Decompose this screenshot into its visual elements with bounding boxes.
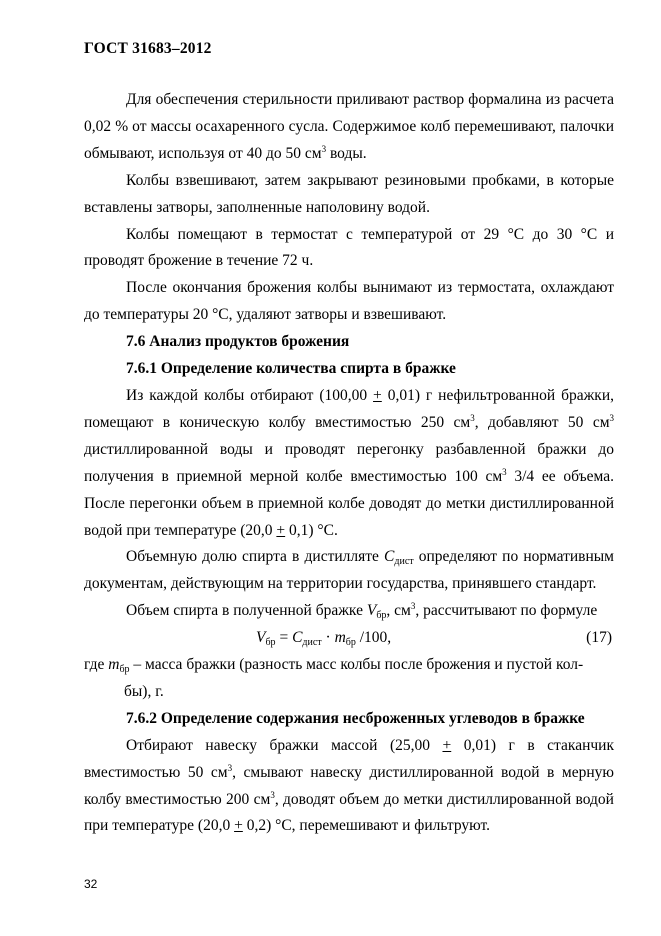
paragraph-where (84, 652, 614, 679)
paragraph-sterility (84, 87, 614, 168)
text-run: определяют по нормативным документам, действующим на территории государства, принявшего стандарт. (84, 548, 614, 593)
text-run: Отбирают навеску бражки массой (25,00 (126, 736, 443, 754)
variable: m (334, 629, 346, 647)
document-header: ГОСТ 31683–2012 (84, 40, 212, 57)
subscript: дист (302, 637, 322, 649)
superscript: 3 (470, 412, 475, 423)
text-run: 0,01) г в стаканчик вместимостью 50 см (84, 736, 614, 781)
text-run: 0,1) °С. (285, 521, 338, 539)
plus-minus-sign: + (373, 386, 382, 404)
text-run: , смывают навеску дистиллированной водой в мерную колбу вместимостью 200 см (84, 763, 614, 808)
section-heading-7-6-1: 7.6.1 Определение количества спирта в бражке (126, 360, 456, 378)
paragraph-weighing: Колбы взвешивают, затем закрывают резиновыми пробками, в которые вставлены затворы, заполненные наполовину водой. (84, 171, 614, 216)
text-run: 0,01) г нефильтрованной бражки, помещают в коническую колбу вместимостью 250 см (84, 386, 614, 431)
text-run: Объем спирта в полученной бражке (126, 602, 367, 620)
paragraph-sampling (84, 383, 614, 544)
text-run: /100, (355, 629, 392, 647)
superscript: 3 (227, 762, 233, 773)
text-run: 3/4 ее объема. После перегонки объем в приемной колбе доводят до метки дистиллированной водой при температуре (20,0 (84, 467, 614, 539)
formula-17 (84, 625, 614, 652)
text-run: , рассчитывают по формуле (415, 602, 598, 620)
formula-number: (17) (586, 629, 612, 647)
plus-minus-sign: + (276, 521, 286, 539)
text-run: Для обеспечения стерильности приливают раствор формалина из расчета 0,02 % от массы осахаренного сусла. Содержимое колб перемешивают, палочки обмывают, используя от 40 до 50 см (84, 91, 614, 162)
variable: V (256, 629, 266, 647)
text-run: , доводят объем до метки дистиллированной водой при температуре (20,0 (84, 790, 614, 835)
text-run: воды. (326, 144, 367, 162)
superscript: 3 (270, 789, 275, 800)
text-run: , добавляют 50 см (474, 413, 610, 431)
text-run: Объемную долю спирта в дистилляте (126, 548, 385, 566)
text-run: – масса бражки (разность масс колбы после брожения и пустой кол- (129, 656, 584, 674)
subscript: бр (376, 610, 387, 622)
superscript: 3 (609, 412, 615, 423)
subscript: бр (265, 637, 276, 649)
paragraph-thermostat: Колбы помещают в термостат с температурой от 29 °С до 30 °С и проводят брожение в течение 72 ч. (84, 225, 614, 270)
superscript: 3 (321, 143, 327, 154)
text-run: где (84, 656, 109, 674)
plus-minus-sign: + (442, 736, 452, 754)
page-number: 32 (84, 877, 98, 891)
subscript: бр (345, 637, 356, 649)
text-run: дистиллированной воды и проводят перегонку разбавленной бражки до получения в приемной мерной колбе вместимостью 100 см (84, 440, 614, 485)
variable: m (108, 656, 120, 674)
paragraph-volume-intro (84, 598, 614, 625)
paragraph-alcohol-fraction (84, 544, 614, 598)
superscript: 3 (502, 466, 507, 477)
paragraph-after-fermentation: После окончания брожения колбы вынимают из термостата, охлаждают до температуры 20 °С, удаляют затворы и взвешивают. (84, 279, 614, 324)
formula-expression (256, 625, 391, 652)
text-run: 0,2) °С, перемешивают и фильтруют. (242, 817, 490, 835)
text-run: Из каждой колбы отбирают (100,00 (126, 386, 374, 404)
variable: С (384, 548, 395, 566)
document-body (84, 87, 614, 840)
variable: С (292, 629, 303, 647)
section-heading-7-6: 7.6 Анализ продуктов брожения (126, 333, 350, 351)
plus-minus-sign: + (234, 817, 243, 835)
variable: V (366, 602, 377, 620)
subscript: дист (394, 556, 414, 568)
equals-sign: = (275, 629, 293, 647)
paragraph-where-continuation: бы), г. (124, 682, 164, 700)
multiply-dot: · (321, 629, 335, 647)
section-heading-7-6-2: 7.6.2 Определение содержания несброженных углеводов в бражке (126, 709, 585, 727)
paragraph-carbohydrates (84, 733, 614, 841)
superscript: 3 (410, 601, 416, 612)
text-run: , см (386, 602, 411, 620)
subscript: бр (119, 664, 130, 676)
